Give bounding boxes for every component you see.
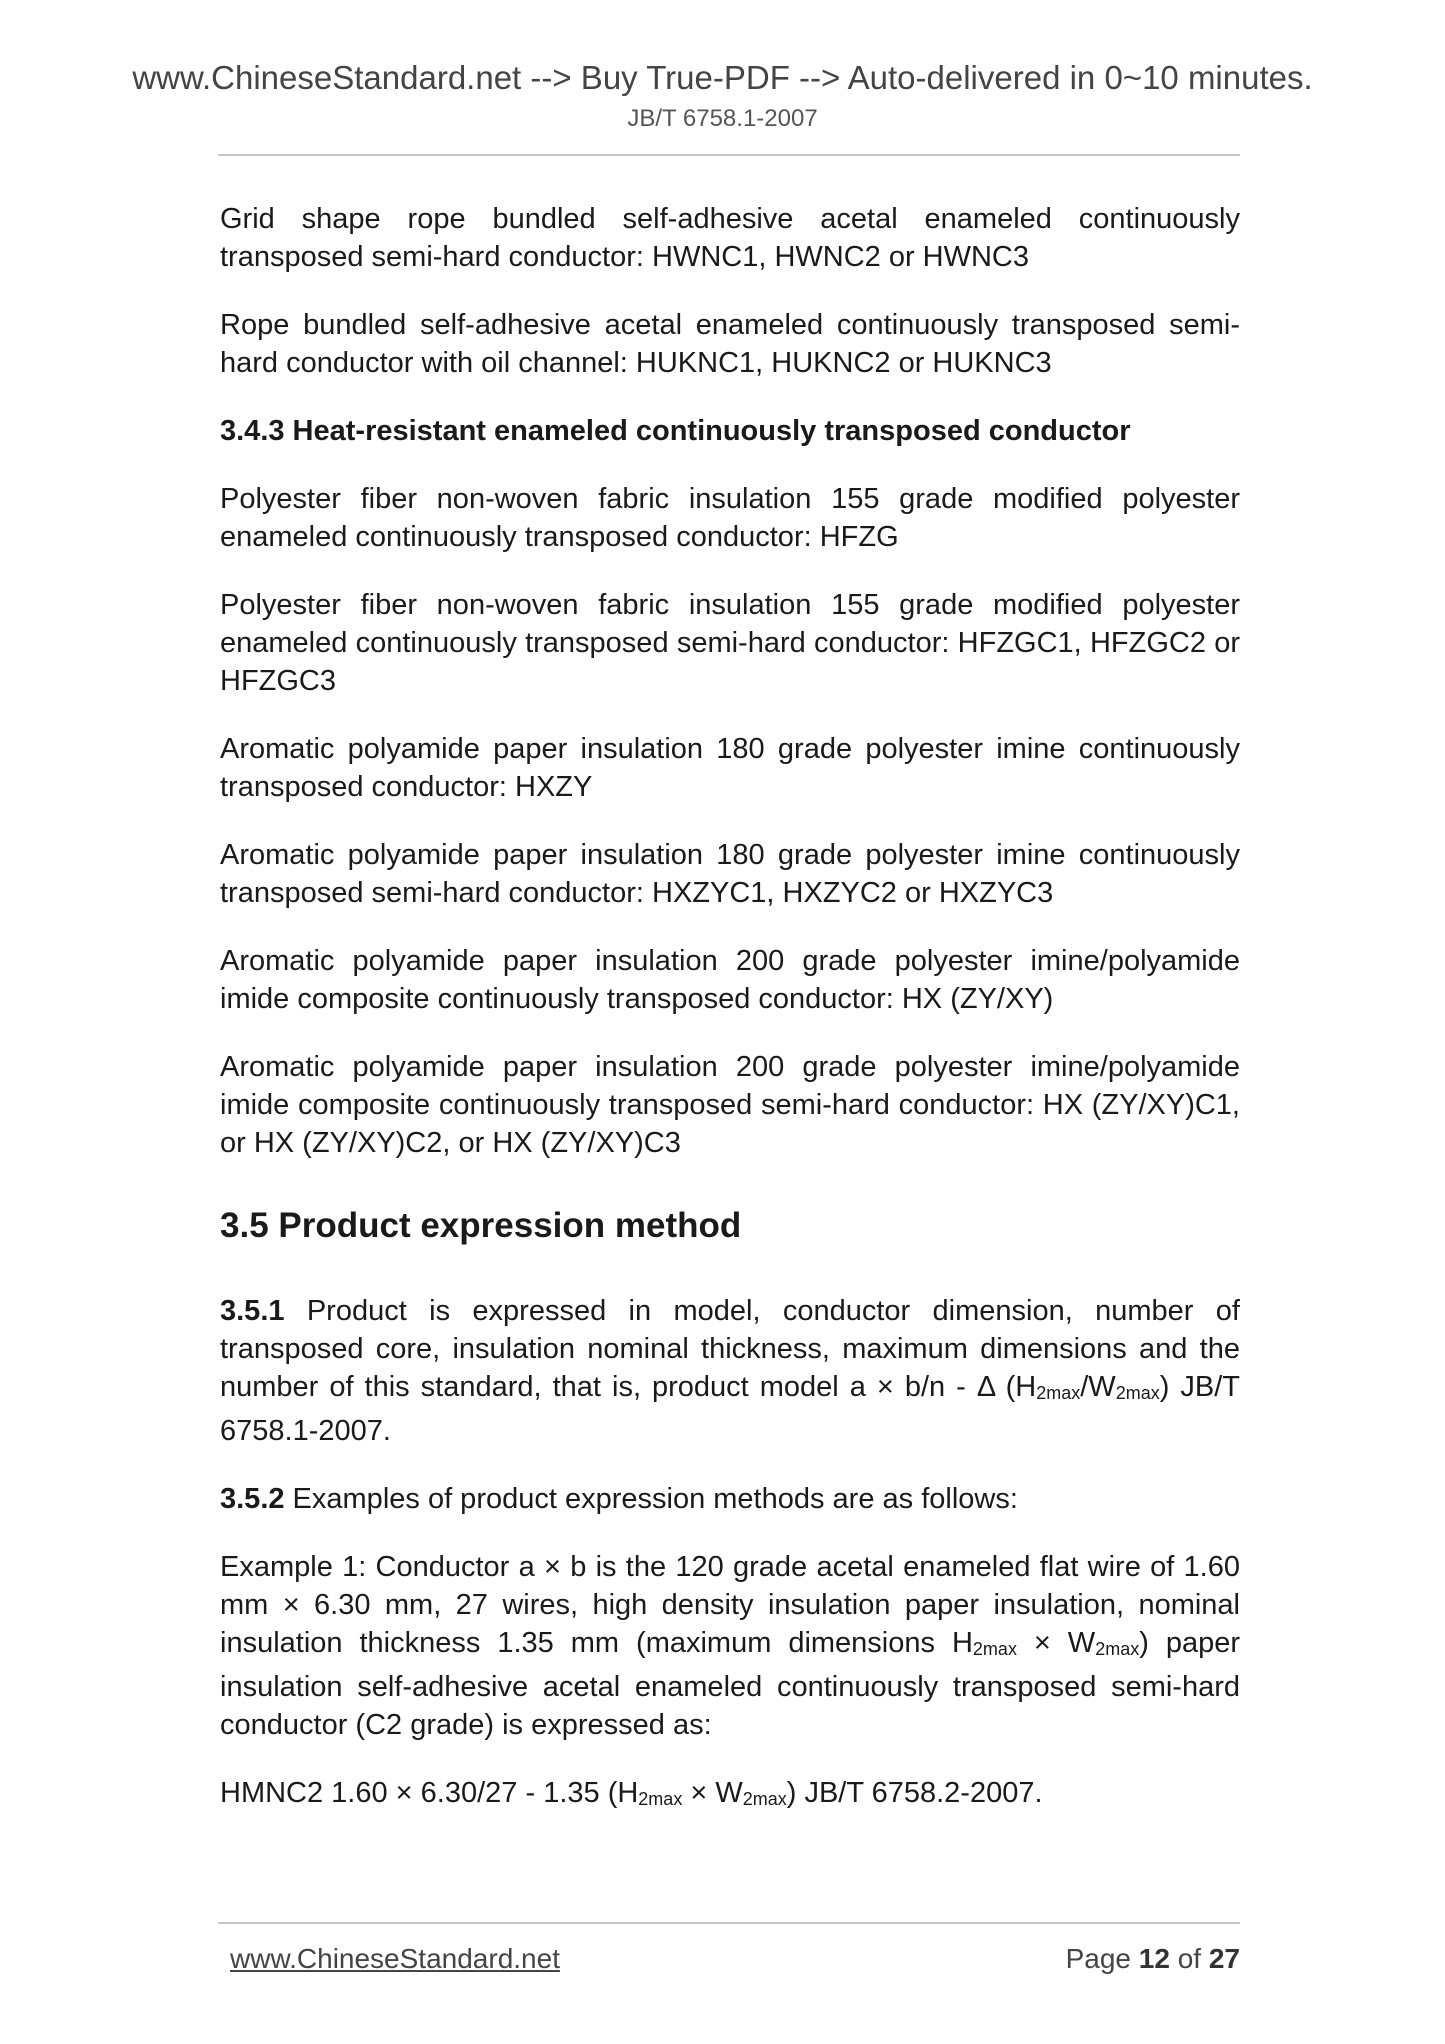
footer-divider — [218, 1922, 1240, 1924]
heading-3-5: 3.5 Product expression method — [220, 1206, 742, 1245]
paragraph-3-5-2 — [220, 1480, 1240, 1518]
footer-site-link[interactable]: www.ChineseStandard.net — [230, 1943, 560, 1974]
page-indicator — [1066, 1942, 1240, 1976]
example-1-text-c: ) paper insulation self-adhesive acetal enameled continuously transposed semi-hard conductor (C2 grade) is expressed as: — [220, 1627, 1240, 1741]
paragraph-hwnc: Grid shape rope bundled self-adhesive acetal enameled continuously transposed semi-hard conductor: HWNC1, HWNC2 or HWNC3 — [220, 203, 1240, 273]
paragraph-example-1 — [220, 1548, 1240, 1744]
paragraph-hx-zy-xy: Aromatic polyamide paper insulation 200 grade polyester imine/polyamide imide composite continuously transposed conductor: HX (ZY/XY) — [220, 945, 1240, 1015]
page-total: 27 — [1208, 1943, 1240, 1974]
subscript-2max: 2max — [742, 1789, 787, 1809]
header-divider — [218, 154, 1240, 156]
clause-number-3-5-1: 3.5.1 — [220, 1295, 285, 1327]
page-number: 12 — [1138, 1943, 1170, 1974]
heading-3-4-3: 3.4.3 Heat-resistant enameled continuously transposed conductor — [220, 415, 1131, 447]
paragraph-hxzyc: Aromatic polyamide paper insulation 180 grade polyester imine continuously transposed semi-hard conductor: HXZYC1, HXZYC2 or HXZYC3 — [220, 839, 1240, 909]
paragraph-3-5-1 — [220, 1292, 1240, 1450]
paragraph-example-1-expression — [220, 1774, 1240, 1818]
example-1-expr-a: HMNC2 1.60 × 6.30/27 - 1.35 (H — [220, 1777, 639, 1809]
subscript-2max: 2max — [638, 1789, 683, 1809]
clause-3-5-1-text-b: /W — [1080, 1371, 1116, 1403]
clause-3-5-2-text: Examples of product expression methods are as follows: — [284, 1483, 1018, 1515]
header-banner: www.ChineseStandard.net --> Buy True-PDF --> Auto-delivered in 0~10 minutes. — [132, 59, 1313, 96]
example-1-text-a: Example 1: Conductor a × b is the 120 grade acetal enameled flat wire of 1.60 mm × 6.30 mm, 27 wires, high density insulation paper insulation, nominal insulation thickness 1.35 mm (maximum dimensions H — [220, 1551, 1240, 1659]
page-label: Page — [1065, 1943, 1139, 1974]
subscript-2max: 2max — [1095, 1639, 1140, 1659]
paragraph-hfzgc: Polyester fiber non-woven fabric insulation 155 grade modified polyester enameled continuously transposed semi-hard conductor: HFZGC1, HFZGC2 or HFZGC3 — [220, 589, 1240, 697]
paragraph-hfzg: Polyester fiber non-woven fabric insulation 155 grade modified polyester enameled continuously transposed conductor: HFZG — [220, 483, 1240, 553]
clause-number-3-5-2: 3.5.2 — [220, 1483, 285, 1515]
paragraph-hx-zy-xy-c: Aromatic polyamide paper insulation 200 grade polyester imine/polyamide imide composite continuously transposed semi-hard conductor: HX (ZY/XY)C1, or HX (ZY/XY)C2, or HX (ZY/XY)C3 — [220, 1051, 1240, 1159]
example-1-expr-b: × W — [682, 1777, 743, 1809]
of-label: of — [1169, 1943, 1209, 1974]
subscript-2max: 2max — [972, 1639, 1017, 1659]
paragraph-hxzy: Aromatic polyamide paper insulation 180 grade polyester imine continuously transposed conductor: HXZY — [220, 733, 1240, 803]
clause-3-5-1-text-a: Product is expressed in model, conductor dimension, number of transposed core, insulation nominal thickness, maximum dimensions and the number of this standard, that is, product model a × b/n - Δ (H — [220, 1295, 1240, 1403]
subscript-2max: 2max — [1036, 1383, 1081, 1403]
clause-3-5-1-text-c: ) JB/T 6758.1-2007. — [220, 1371, 1240, 1447]
subscript-2max: 2max — [1115, 1383, 1160, 1403]
paragraph-huknc: Rope bundled self-adhesive acetal enameled continuously transposed semi-hard conductor with oil channel: HUKNC1, HUKNC2 or HUKNC3 — [220, 309, 1240, 379]
document-id: JB/T 6758.1-2007 — [627, 105, 818, 132]
example-1-text-b: × W — [1016, 1627, 1096, 1659]
page-content — [220, 200, 1240, 1848]
example-1-expr-c: ) JB/T 6758.2-2007. — [786, 1777, 1043, 1809]
